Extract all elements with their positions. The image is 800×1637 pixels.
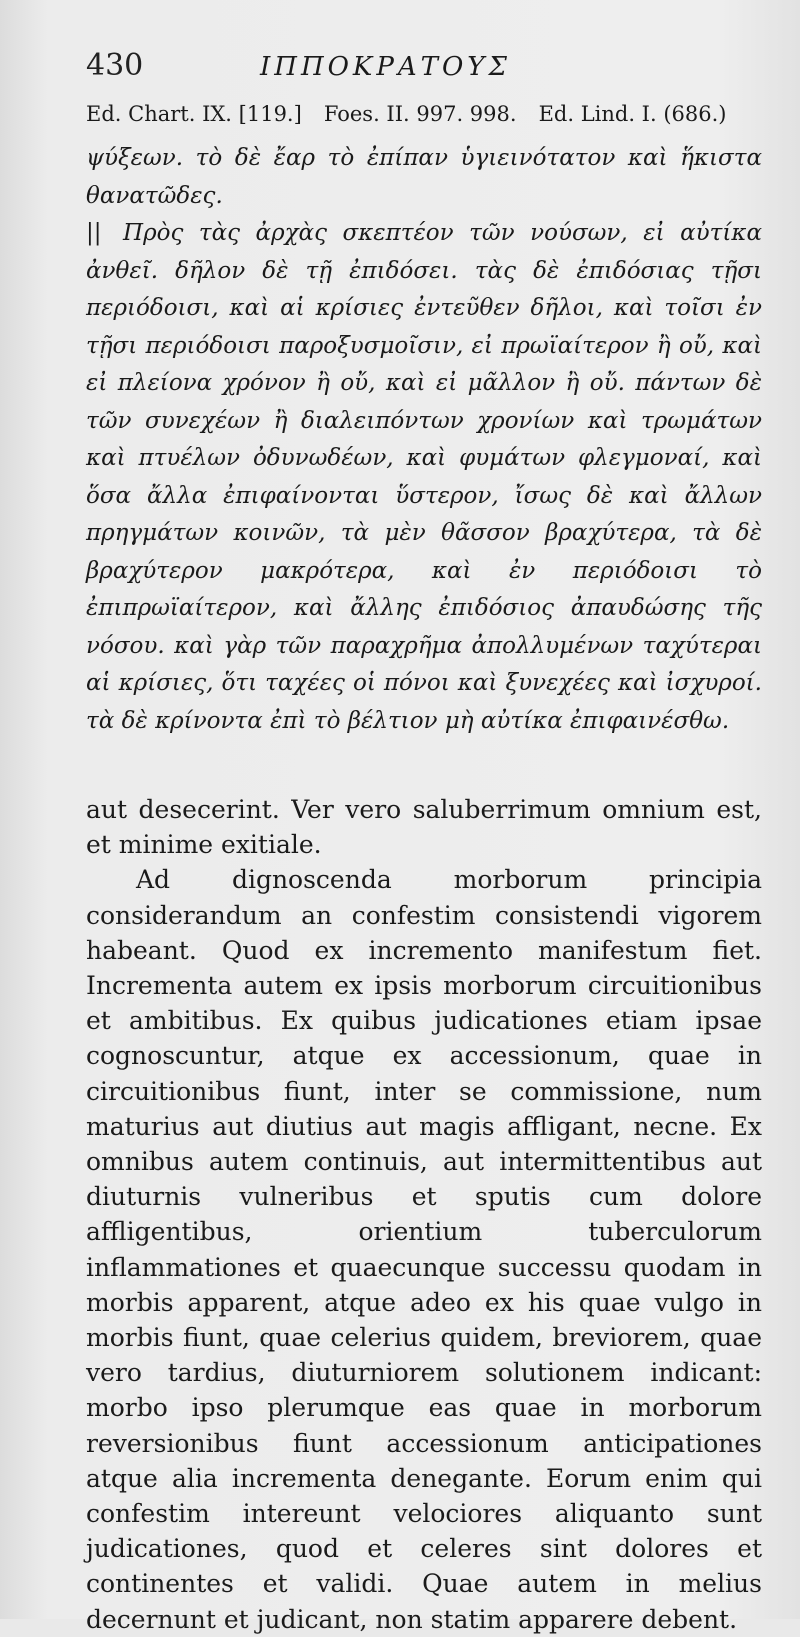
paragraph-mark: || [86, 220, 102, 246]
ref-lind: Ed. Lind. I. (686.) [538, 102, 727, 126]
latin-text-block [86, 792, 762, 1637]
greek-paragraph-1: ψύξεων. τὸ δὲ ἔαρ τὸ ἐπίπαν ὑγιεινότατον καὶ ἥκιστα θανατῶδες. [86, 145, 762, 209]
edition-references [86, 102, 760, 136]
latin-paragraph-1: aut desecerint. Ver vero saluberrimum omnium est, et minime exitiale. [86, 795, 762, 860]
page-number: 430 [86, 48, 144, 83]
ref-foes: Foes. II. 997. 998. [323, 102, 517, 126]
greek-text-block [86, 140, 762, 740]
greek-paragraph-2-text: Πρὸς τὰς ἀρχὰς σκεπτέον τῶν νούσων, εἰ αὐτίκα ἀνθεῖ. δῆλον δὲ τῇ ἐπιδόσει. τὰς δὲ ἐπιδόσιας τῇσι περιόδοισι, καὶ αἱ κρίσιες ἐντεῦθεν δῆλοι, καὶ τοῖσι ἐν τῇσι περιόδοισι παροξυσμοῖσιν, εἰ πρωϊαίτερον ἢ οὔ, καὶ εἰ πλείονα χρόνον ἢ οὔ, καὶ εἰ μᾶλλον ἢ οὔ. πάντων δὲ τῶν συνεχέων ἢ διαλειπόντων χρονίων καὶ τρωμάτων καὶ πτυέλων ὀδυνωδέων, καὶ φυμάτων φλεγμοναί, καὶ ὅσα ἄλλα ἐπιφαίνονται ὕστερον, ἴσως δὲ καὶ ἄλλων πρηγμάτων κοινῶν, τὰ μὲν θᾶσσον βραχύτερα, τὰ δὲ βραχύτερον μακρότερα, καὶ ἐν περιόδοισι τὸ ἐπιπρωϊαίτερον, καὶ ἄλλης ἐπιδόσιος ἀπαυδώσης τῆς νόσου. καὶ γὰρ τῶν παραχρῆμα ἀπολλυμένων ταχύτεραι αἱ κρίσιες, ὅτι ταχέες οἱ πόνοι καὶ ξυνεχέες καὶ ἰσχυροί. τὰ δὲ κρίνοντα ἐπὶ τὸ βέλτιον μὴ αὐτίκα ἐπιφαινέσθω. [86, 220, 763, 734]
latin-paragraph-2: Ad dignoscenda morborum principia considerandum an confestim consistendi vigorem habeant. Quod ex incremento manifestum fiet. Incrementa autem ex ipsis morborum circuitionibus et ambitibus. Ex quibus judicationes etiam ipsae cognoscuntur, atque ex accessionum, quae in circuitionibus fiunt, inter se commissione, num maturius aut diutius aut magis affligant, necne. Ex omnibus autem continuis, aut intermittentibus aut diuturnis vulneribus et sputis cum dolore affligentibus, orientium tuberculorum inflammationes et quaecunque successu quodam in morbis apparent, atque adeo ex his quae vulgo in morbis fiunt, quae celerius quidem, breviorem, quae vero tardius, diuturniorem solutionem indicant: morbo ipso plerumque eas quae in morborum reversionibus fiunt accessionum anticipationes atque alia incrementa denegante. Eorum enim qui confestim intereunt velociores aliquanto sunt judicationes, quod et celeres sint dolores et continentes et validi. Quae autem in melius decernunt et judicant, non statim apparere debent. [86, 865, 762, 1634]
running-title: ΙΠΠΟΚΡΑΤΟΥΣ [260, 52, 511, 82]
ref-chart: Ed. Chart. IX. [119.] [86, 102, 302, 126]
greek-paragraph-2 [86, 215, 762, 740]
page-header [86, 48, 760, 94]
